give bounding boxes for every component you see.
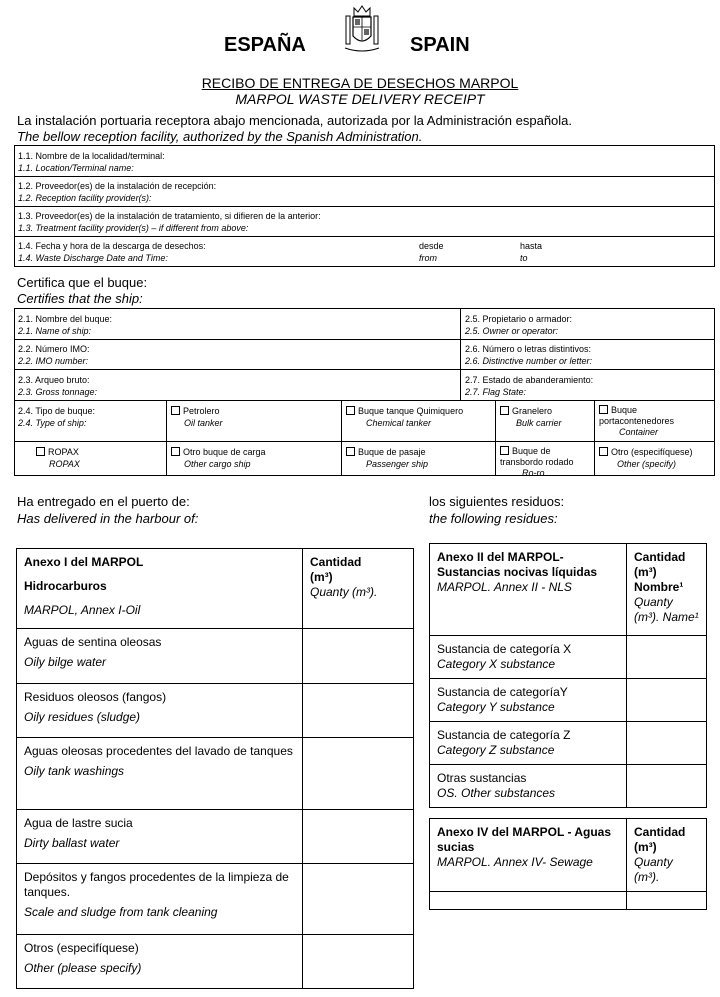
type-other[interactable]: Otro (especifíquese) Other (specify) <box>595 443 715 476</box>
annex4-qty-input[interactable] <box>627 892 707 910</box>
annex1-qty-input[interactable] <box>303 738 414 810</box>
coat-of-arms-icon <box>342 4 382 56</box>
harbour-en: Has delivered in the harbour of: <box>17 511 199 526</box>
annex4-header: Anexo IV del MARPOL - Aguas sucias MARPOL. Annex IV- Sewage <box>430 819 627 892</box>
checkbox-icon[interactable] <box>36 447 45 456</box>
annex1-row: Agua de lastre sucia Dirty ballast water <box>17 810 303 864</box>
harbour-es: Ha entregado en el puerto de: <box>17 494 190 509</box>
flag-state-field[interactable]: 2.7. Estado de abanderamiento: 2.7. Flag State: <box>465 375 594 397</box>
annex2-qty-input[interactable] <box>627 636 707 679</box>
annex1-qty-input[interactable] <box>303 684 414 738</box>
checkbox-icon[interactable] <box>500 406 509 415</box>
annex4-qty-header: Cantidad (m³) Quanty (m³). <box>627 819 707 892</box>
annex1-qty-input[interactable] <box>303 864 414 935</box>
type-ropax[interactable]: ROPAX ROPAX <box>14 443 166 476</box>
annex4-row[interactable] <box>430 892 627 910</box>
annex1-row: Aguas oleosas procedentes del lavado de tanques Oily tank washings <box>17 738 303 810</box>
annex2-table <box>429 543 707 808</box>
annex1-qty-header: Cantidad (m³) Quanty (m³). <box>303 549 414 629</box>
annex2-qty-input[interactable] <box>627 765 707 808</box>
type-bulk-carrier[interactable]: Granelero Bulk carrier <box>496 402 594 440</box>
country-es: ESPAÑA <box>224 34 306 56</box>
type-other-cargo[interactable]: Otro buque de carga Other cargo ship <box>167 443 341 476</box>
certifies-es: Certifica que el buque: <box>17 275 148 290</box>
discharge-date-field[interactable]: 1.4. Fecha y hora de la descarga de desechos: 1.4. Waste Discharge Date and Time: <box>18 241 206 263</box>
gross-tonnage-field[interactable]: 2.3. Arqueo bruto: 2.3. Gross tonnage: <box>18 375 98 397</box>
owner-field[interactable]: 2.5. Propietario o armador: 2.5. Owner or operator: <box>465 314 573 336</box>
annex1-row: Depósitos y fangos procedentes de la limpieza de tanques. Scale and sludge from tank cleaning <box>17 864 303 935</box>
form-title-en: MARPOL WASTE DELIVERY RECEIPT <box>235 91 485 107</box>
date-to-field[interactable]: hasta to <box>520 241 543 263</box>
intro-es: La instalación portuaria receptora abajo mencionada, autorizada por la Administración española. <box>17 113 573 128</box>
treatment-provider-field[interactable]: 1.3. Proveedor(es) de la instalación de tratamiento, si difieren de la anterior: 1.3. Treatment facility provider(s) – if different from above: <box>18 211 321 233</box>
annex2-qty-input[interactable] <box>627 679 707 722</box>
annex2-row: Sustancia de categoría X Category X substance <box>430 636 627 679</box>
annex2-qty-input[interactable] <box>627 722 707 765</box>
country-en: SPAIN <box>410 34 470 56</box>
annex1-row: Residuos oleosos (fangos) Oily residues (sludge) <box>17 684 303 738</box>
type-passenger[interactable]: Buque de pasaje Passenger ship <box>342 443 495 476</box>
certifies-en: Certifies that the ship: <box>17 291 143 306</box>
residues-en: the following residues: <box>429 511 558 526</box>
date-from-field[interactable]: desde from <box>419 241 444 263</box>
reception-provider-field[interactable]: 1.2. Proveedor(es) de la instalación de recepción: 1.2. Reception facility provider(s): <box>18 181 217 203</box>
checkbox-icon[interactable] <box>346 447 355 456</box>
annex2-row: Sustancia de categoría Z Category Z substance <box>430 722 627 765</box>
type-roro[interactable]: Buque de transbordo rodado Ro-ro <box>500 446 574 476</box>
residues-es: los siguientes residuos: <box>429 494 565 509</box>
checkbox-icon[interactable] <box>171 447 180 456</box>
distinctive-field[interactable]: 2.6. Número o letras distintivos: 2.6. Distinctive number or letter: <box>465 344 593 366</box>
annex1-qty-input[interactable] <box>303 935 414 989</box>
type-oil-tanker[interactable]: Petrolero Oil tanker <box>167 402 341 440</box>
checkbox-icon[interactable] <box>599 447 608 456</box>
annex1-header: Anexo I del MARPOL Hidrocarburos MARPOL, Annex I-Oil <box>17 549 303 629</box>
annex2-row: Otras sustancias OS. Other substances <box>430 765 627 808</box>
annex1-qty-input[interactable] <box>303 810 414 864</box>
annex2-header: Anexo II del MARPOL- Sustancias nocivas líquidas MARPOL. Annex II - NLS <box>430 544 627 636</box>
annex4-table <box>429 818 707 910</box>
form-title: RECIBO DE ENTREGA DE DESECHOS MARPOL <box>201 75 519 91</box>
annex1-qty-input[interactable] <box>303 629 414 684</box>
location-field[interactable]: 1.1. Nombre de la localidad/terminal: 1.1. Location/Terminal name: <box>18 151 165 173</box>
checkbox-icon[interactable] <box>346 406 355 415</box>
intro-en: The bellow reception facility, authorized by the Spanish Administration. <box>17 129 423 144</box>
checkbox-icon[interactable] <box>171 406 180 415</box>
type-container[interactable]: Buque portacontenedores Container <box>599 405 675 437</box>
ship-type-label: 2.4. Tipo de buque: 2.4. Type of ship: <box>18 406 96 428</box>
annex1-row: Otros (especifíquese) Other (please specify) <box>17 935 303 989</box>
annex2-qty-header: Cantidad (m³) Nombre¹ Quanty (m³). Name¹ <box>627 544 707 636</box>
checkbox-icon[interactable] <box>599 405 608 414</box>
checkbox-icon[interactable] <box>500 446 509 455</box>
type-chemical-tanker[interactable]: Buque tanque Quimiquero Chemical tanker <box>342 402 495 440</box>
imo-field[interactable]: 2.2. Número IMO: 2.2. IMO number: <box>18 344 90 366</box>
annex1-row: Aguas de sentina oleosas Oily bilge water <box>17 629 303 684</box>
ship-name-field[interactable]: 2.1. Nombre del buque: 2.1. Name of ship: <box>18 314 113 336</box>
annex2-row: Sustancia de categoríaY Category Y substance <box>430 679 627 722</box>
annex1-table <box>16 548 414 989</box>
